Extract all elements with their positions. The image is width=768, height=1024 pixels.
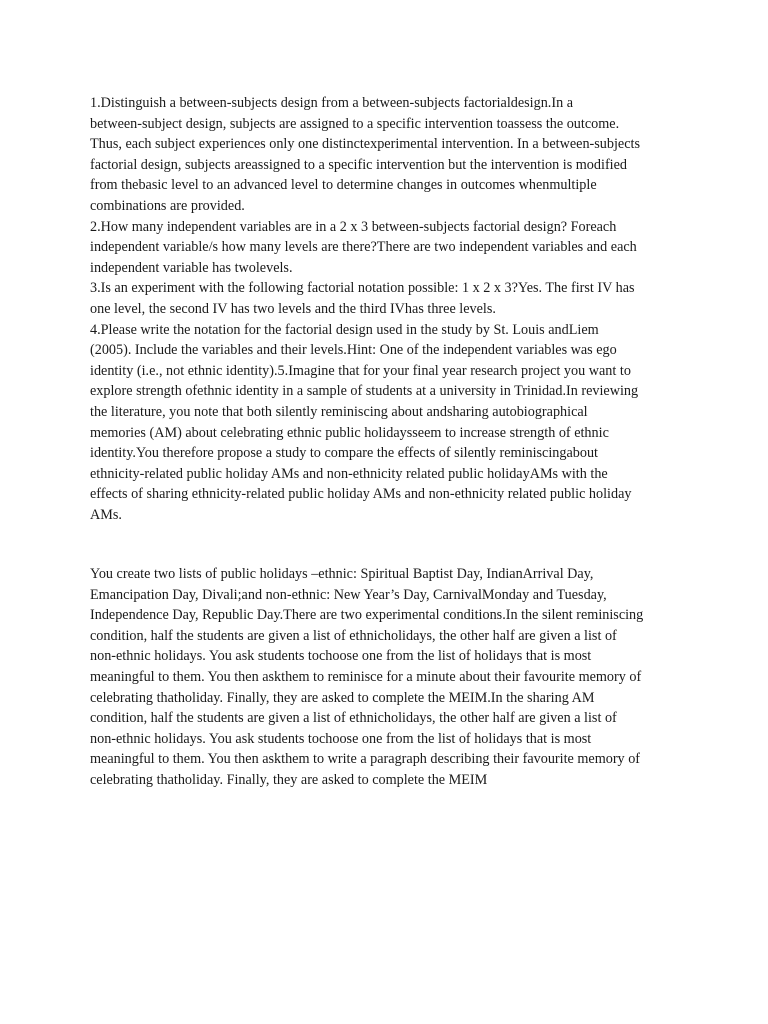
body-text-paragraph-holidays: You create two lists of public holidays –ethnic: Spiritual Baptist Day, IndianArrival Day, Emancipation Day, Divali;and non-ethnic: New Year’s Day, CarnivalMonday and Tuesday, Independence Day, Republic Day.There are two experimental conditions.In the silent reminiscing condition, half the students are given a list of ethnicholidays, the other half are given a list of non-ethnic holidays. You ask students tochoose one from the list of holidays that is most meaningful to them. You then askthem to reminisce for a minute about their favourite memory of celebrating thatholiday. Finally, they are asked to complete the MEIM.In the sharing AM condition, half the students are given a list of ethnicholidays, the other half are given a list of non-ethnic holidays. You ask students tochoose one from the list of holidays that is most meaningful to them. You then askthem to write a paragraph describing their favourite memory of celebrating thatholiday. Finally, they are asked to complete the MEIM [90, 566, 644, 788]
body-text-paragraph-questions: 1.Distinguish a between-subjects design from a between-subjects factorialdesign.In a between-subject design, subjects are assigned to a specific intervention toassess the outcome. Thus, each subject experiences only one distinctexperimental intervention. In a between-subjects factorial design, subjects areassigned to a specific intervention but the intervention is modified from thebasic level to an advanced level to determine changes in outcomes whenmultiple combinations are provided. 2.How many independent variables are in a 2 x 3 between-subjects factorial design? Foreach independent variable/s how many levels are there?There are two independent variables and each independent variable has twolevels. 3.Is an experiment with the following factorial notation possible: 1 x 2 x 3?Yes. The first IV has one level, the second IV has two levels and the third IVhas three levels. 4.Please write the notation for the factorial design used in the study by St. Louis andLiem (2005). Include the variables and their levels.Hint: One of the independent variables was ego identity (i.e., not ethnic identity).5.Imagine that for your final year research project you want to explore strength ofethnic identity in a sample of students at a university in Trinidad.In reviewing the literature, you note that both silently reminiscing about andsharing autobiographical memories (AM) about celebrating ethnic public holidaysseem to increase strength of ethnic identity.You therefore propose a study to compare the effects of silently reminiscingabout ethnicity-related public holiday AMs and non-ethnicity related public holidayAMs with the effects of sharing ethnicity-related public holiday AMs and non-ethnicity related public holiday AMs. [90, 95, 640, 523]
